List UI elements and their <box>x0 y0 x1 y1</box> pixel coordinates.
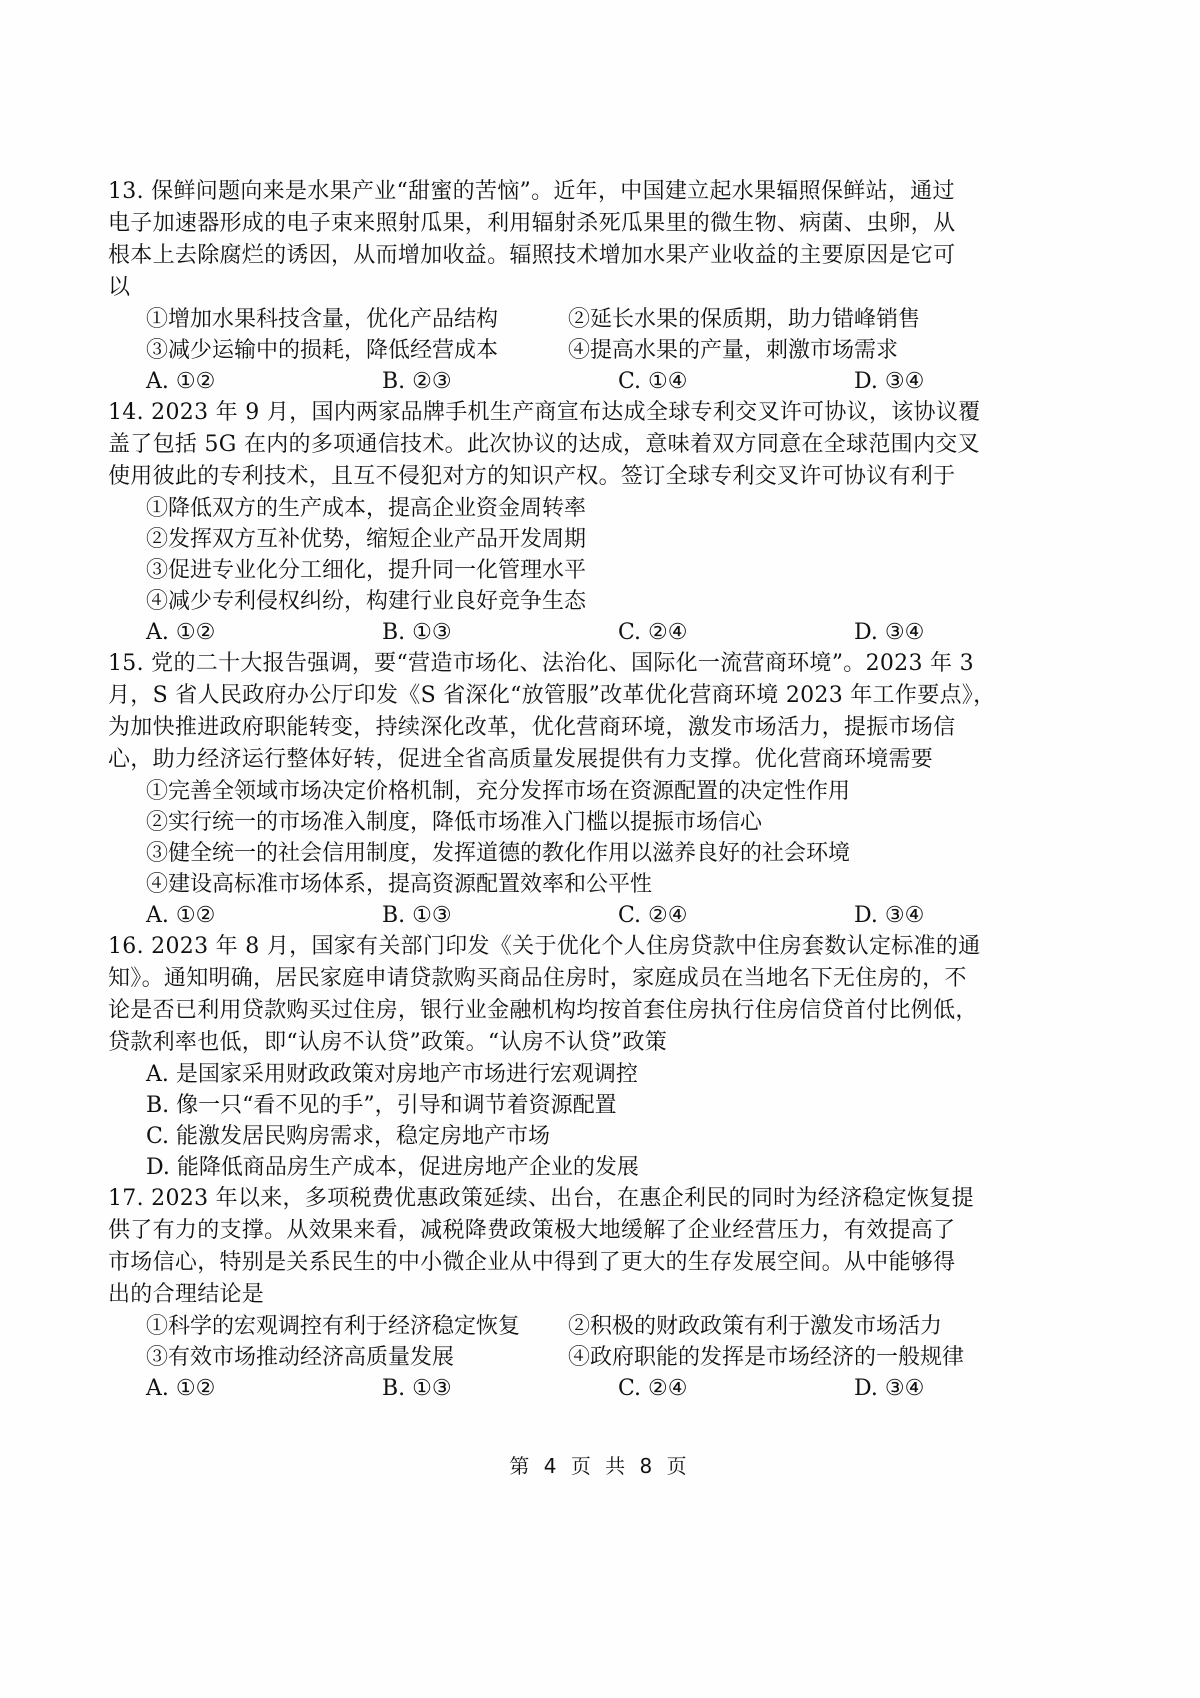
option-1: ①科学的宏观调控有利于经济稳定恢复 <box>146 1314 521 1339</box>
question-13 <box>108 176 1008 397</box>
answer-a: A. ①② <box>146 1376 216 1401</box>
option-4: ④减少专利侵权纠纷，构建行业良好竞争生态 <box>146 589 587 614</box>
question-13-stem <box>108 176 1008 304</box>
answer-b: B. ①③ <box>382 620 452 645</box>
question-15 <box>108 648 1008 931</box>
answer-a: A. ①② <box>146 903 216 928</box>
page-content <box>108 176 1008 1404</box>
option-1: ①增加水果科技含量，优化产品结构 <box>146 307 499 332</box>
answer-d: D. ③④ <box>854 620 925 645</box>
stem-line: 为加快推进政府职能转变，持续深化改革，优化营商环境，激发市场活力，提振市场信 <box>108 715 956 740</box>
stem-line: 使用彼此的专利技术，且互不侵犯对方的知识产权。签订全球专利交叉许可协议有利于 <box>108 464 956 489</box>
answer-a: A. ①② <box>146 620 216 645</box>
answer-b: B. ②③ <box>382 369 452 394</box>
stem-line: 出的合理结论是 <box>108 1282 265 1307</box>
option-b: B. 像一只“看不见的手”，引导和调节着资源配置 <box>146 1093 617 1118</box>
option-4: ④提高水果的产量，刺激市场需求 <box>568 338 899 363</box>
option-a: A. 是国家采用财政政策对房地产市场进行宏观调控 <box>146 1062 638 1087</box>
stem-line: 贷款利率也低，即“认房不认贷”政策。“认房不认贷”政策 <box>108 1030 668 1055</box>
stem-line: 15. 党的二十大报告强调，要“营造市场化、法治化、国际化一流营商环境”。2023 年 3 <box>108 651 974 676</box>
stem-line: 13. 保鲜问题向来是水果产业“甜蜜的苦恼”。近年，中国建立起水果辐照保鲜站，通过 <box>108 179 955 204</box>
answer-c: C. ②④ <box>618 620 688 645</box>
answer-d: D. ③④ <box>854 1376 925 1401</box>
option-3: ③减少运输中的损耗，降低经营成本 <box>146 338 499 363</box>
option-2: ②延长水果的保质期，助力错峰销售 <box>568 307 921 332</box>
option-c: C. 能激发居民购房需求，稳定房地产市场 <box>146 1124 551 1149</box>
stem-line: 供了有力的支撑。从效果来看，减税降费政策极大地缓解了企业经营压力，有效提高了 <box>108 1218 956 1243</box>
answer-c: C. ①④ <box>618 369 688 394</box>
question-16-options <box>108 1059 1008 1183</box>
question-16 <box>108 931 1008 1183</box>
option-4: ④政府职能的发挥是市场经济的一般规律 <box>568 1345 965 1370</box>
stem-line: 知》。通知明确，居民家庭申请贷款购买商品住房时，家庭成员在当地名下无住房的，不 <box>108 966 967 991</box>
stem-line: 14. 2023 年 9 月，国内两家品牌手机生产商宣布达成全球专利交叉许可协议，该协议覆 <box>108 400 981 425</box>
stem-line: 心，助力经济运行整体好转，促进全省高质量发展提供有力支撑。优化营商环境需要 <box>108 747 934 772</box>
option-1: ①完善全领域市场决定价格机制，充分发挥市场在资源配置的决定性作用 <box>146 779 851 804</box>
option-3: ③有效市场推动经济高质量发展 <box>146 1345 455 1370</box>
option-4: ④建设高标准市场体系，提高资源配置效率和公平性 <box>146 872 653 897</box>
stem-line: 月，S 省人民政府办公厅印发《S 省深化“放管服”改革优化营商环境 2023 年工作要点》， <box>108 683 996 708</box>
answer-c: C. ②④ <box>618 903 688 928</box>
question-15-options <box>108 776 1008 900</box>
option-3: ③健全统一的社会信用制度，发挥道德的教化作用以滋养良好的社会环境 <box>146 841 851 866</box>
question-13-options <box>108 304 1008 366</box>
option-2: ②积极的财政政策有利于激发市场活力 <box>568 1314 943 1339</box>
question-17-stem <box>108 1183 1008 1311</box>
answer-b: B. ①③ <box>382 903 452 928</box>
question-17 <box>108 1183 1008 1404</box>
question-15-stem <box>108 648 1008 776</box>
answer-c: C. ②④ <box>618 1376 688 1401</box>
answer-d: D. ③④ <box>854 369 925 394</box>
stem-line: 论是否已利用贷款购买过住房，银行业金融机构均按首套住房执行住房信贷首付比例低， <box>108 998 978 1023</box>
question-14-stem <box>108 397 1008 493</box>
answer-d: D. ③④ <box>854 903 925 928</box>
stem-line: 17. 2023 年以来，多项税费优惠政策延续、出台，在惠企利民的同时为经济稳定恢复提 <box>108 1186 974 1211</box>
option-2: ②实行统一的市场准入制度，降低市场准入门槛以提振市场信心 <box>146 810 763 835</box>
stem-line: 盖了包括 5G 在内的多项通信技术。此次协议的达成，意味着双方同意在全球范围内交叉 <box>108 432 980 457</box>
question-13-answers <box>108 366 1008 397</box>
stem-line: 根本上去除腐烂的诱因，从而增加收益。辐照技术增加水果产业收益的主要原因是它可 <box>108 243 956 268</box>
answer-a: A. ①② <box>146 369 216 394</box>
option-d: D. 能降低商品房生产成本，促进房地产企业的发展 <box>146 1155 639 1180</box>
answer-b: B. ①③ <box>382 1376 452 1401</box>
option-1: ①降低双方的生产成本，提高企业资金周转率 <box>146 496 587 521</box>
option-3: ③促进专业化分工细化，提升同一化管理水平 <box>146 558 587 583</box>
question-14 <box>108 397 1008 648</box>
question-17-answers <box>108 1373 1008 1404</box>
question-17-options <box>108 1311 1008 1373</box>
question-14-options <box>108 493 1008 617</box>
question-16-stem <box>108 931 1008 1059</box>
stem-line: 以 <box>108 275 131 300</box>
question-15-answers <box>108 900 1008 931</box>
page-number: 第 4 页 共 8 页 <box>509 1454 691 1478</box>
question-14-answers <box>108 617 1008 648</box>
stem-line: 电子加速器形成的电子束来照射瓜果，利用辐射杀死瓜果里的微生物、病菌、虫卵，从 <box>108 211 956 236</box>
stem-line: 16. 2023 年 8 月，国家有关部门印发《关于优化个人住房贷款中住房套数认定标准的通 <box>108 934 981 959</box>
option-2: ②发挥双方互补优势，缩短企业产品开发周期 <box>146 527 587 552</box>
stem-line: 市场信心，特别是关系民生的中小微企业从中得到了更大的生存发展空间。从中能够得 <box>108 1250 956 1275</box>
